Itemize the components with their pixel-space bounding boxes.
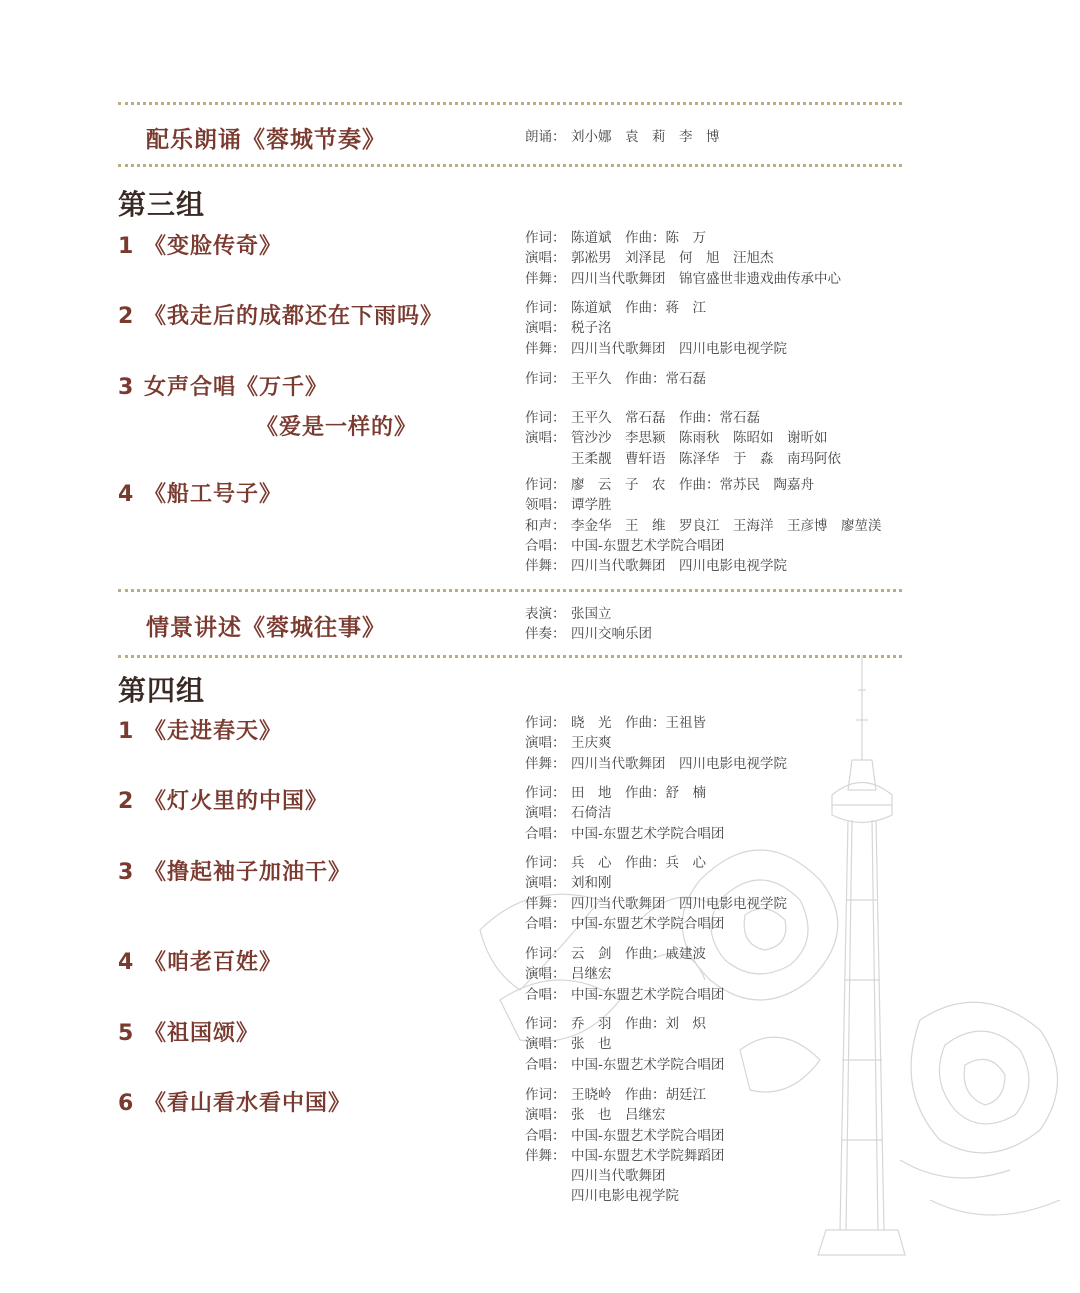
- credit-value: 中国-东盟艺术学院舞蹈团: [571, 1147, 725, 1164]
- credits-block: [525, 1014, 724, 1075]
- credit-row: [525, 269, 841, 289]
- credit-row: [525, 449, 841, 469]
- credit-label: 合唱：: [525, 1127, 566, 1144]
- credit-row: [525, 894, 787, 914]
- credit-value: 王平久 常石磊 作曲：常石磊: [571, 410, 760, 426]
- credit-row: [525, 803, 724, 823]
- credit-row: [525, 1186, 724, 1206]
- credit-label: 作词：: [525, 371, 566, 387]
- credit-value: 四川当代歌舞团 四川电影电视学院: [571, 755, 787, 772]
- song-title: [118, 855, 351, 886]
- credit-value: 王柔靓 曹轩语 陈泽华 于 淼 南玛阿依: [571, 450, 841, 467]
- credit-value: 张 也: [571, 1036, 612, 1053]
- credit-value: 中国-东盟艺术学院合唱团: [571, 537, 725, 554]
- credits-block: [525, 783, 724, 844]
- credit-value: 中国-东盟艺术学院合唱团: [571, 825, 725, 842]
- credit-value: 刘和刚: [571, 875, 612, 892]
- credit-label: 演唱：: [525, 430, 566, 447]
- credits-block: [525, 604, 652, 645]
- credit-label: 作词：: [525, 855, 566, 871]
- credit-value: 郭凇男 刘泽昆 何 旭 汪旭杰: [571, 250, 774, 267]
- song-number: 3: [118, 375, 135, 400]
- credit-row: [525, 1085, 724, 1105]
- credit-label: 表演：: [525, 606, 566, 622]
- credit-label: 作词：: [525, 477, 566, 493]
- credit-value: 王平久 作曲：常石磊: [571, 371, 706, 387]
- credit-value: 中国-东盟艺术学院合唱团: [571, 1056, 725, 1073]
- song-subtitle: 《爱是一样的》: [256, 415, 418, 440]
- song-name: 《撸起袖子加油干》: [144, 860, 352, 885]
- credits-block: [525, 713, 787, 774]
- song-title: [118, 784, 328, 815]
- credit-label: 合唱：: [525, 537, 566, 554]
- credit-value: 晓 光 作曲：王祖皆: [571, 715, 706, 731]
- credit-row: [525, 604, 652, 624]
- credit-row: [525, 1105, 724, 1125]
- credit-row: [525, 985, 724, 1005]
- dotted-divider: [118, 655, 902, 658]
- song-title: [118, 1016, 259, 1047]
- credit-row: [525, 1166, 724, 1186]
- song-title: [118, 945, 282, 976]
- credit-value: 税子洺: [571, 320, 612, 337]
- credit-label: 伴舞：: [525, 895, 566, 912]
- credit-value: 王庆爽: [571, 735, 612, 752]
- credit-row: [525, 914, 787, 934]
- credit-row: [525, 318, 787, 338]
- credit-value: 四川交响乐团: [571, 626, 652, 643]
- song-name: 《变脸传奇》: [144, 234, 283, 259]
- credit-row: [525, 369, 706, 389]
- song-number: 4: [118, 950, 135, 975]
- credit-row: [525, 475, 882, 495]
- song-title: [118, 229, 282, 260]
- credit-value: 吕继宏: [571, 966, 612, 983]
- credit-value: 四川当代歌舞团 四川电影电视学院: [571, 558, 787, 575]
- song-title: [118, 299, 443, 330]
- credit-row: [525, 408, 841, 428]
- credit-row: [525, 428, 841, 448]
- credits-block: [525, 228, 841, 289]
- credit-value: 乔 羽 作曲：刘 炽: [571, 1016, 706, 1032]
- credit-value: 张国立: [571, 606, 612, 622]
- credit-value: 四川当代歌舞团 锦官盛世非遗戏曲传承中心: [571, 270, 841, 287]
- credit-row: [525, 624, 652, 644]
- credit-row: [525, 754, 787, 774]
- credit-row: [525, 853, 787, 873]
- credit-label: 领唱：: [525, 497, 566, 514]
- credit-value: 管沙沙 李思颍 陈雨秋 陈昭如 谢昕如: [571, 430, 828, 447]
- credit-row: [525, 248, 841, 268]
- credit-value: 四川当代歌舞团: [571, 1168, 666, 1185]
- credits-block: [525, 408, 841, 469]
- dotted-divider: [118, 164, 902, 167]
- credit-value: 张 也 吕继宏: [571, 1107, 666, 1124]
- credit-label: 伴奏：: [525, 626, 566, 643]
- credit-row: [525, 733, 787, 753]
- credits-block: [525, 369, 706, 389]
- credit-label: 伴舞：: [525, 340, 566, 357]
- credits-block: [525, 475, 882, 576]
- credit-label: 演唱：: [525, 320, 566, 337]
- song-name: 《看山看水看中国》: [144, 1091, 352, 1116]
- credit-value: 刘小娜 袁 莉 李 博: [571, 129, 720, 145]
- credit-row: [525, 824, 724, 844]
- credit-value: 陈道斌 作曲：陈 万: [571, 230, 706, 246]
- credit-label: 作词：: [525, 230, 566, 246]
- song-name: 《我走后的成都还在下雨吗》: [144, 304, 444, 329]
- song-title: [118, 370, 328, 401]
- credit-row: [525, 228, 841, 248]
- credit-value: 四川当代歌舞团 四川电影电视学院: [571, 895, 787, 912]
- credit-label: 伴舞：: [525, 1147, 566, 1164]
- credit-value: 兵 心 作曲：兵 心: [571, 855, 706, 871]
- credit-label: 作词：: [525, 1016, 566, 1032]
- song-number: 2: [118, 304, 135, 329]
- song-number: 5: [118, 1021, 135, 1046]
- credit-row: [525, 536, 882, 556]
- credit-value: 云 剑 作曲：戚建波: [571, 946, 706, 962]
- song-number: 3: [118, 860, 135, 885]
- credit-label: 伴舞：: [525, 558, 566, 575]
- credit-label: 朗诵：: [525, 129, 566, 145]
- credit-label: 演唱：: [525, 1107, 566, 1124]
- credit-row: [525, 964, 724, 984]
- credit-label: 作词：: [525, 1087, 566, 1103]
- credit-label: 演唱：: [525, 250, 566, 267]
- song-name: 《灯火里的中国》: [144, 789, 329, 814]
- credit-row: [525, 783, 724, 803]
- song-number: 4: [118, 482, 135, 507]
- song-number: 1: [118, 719, 135, 744]
- interlude-title: 配乐朗诵《蓉城节奏》: [146, 127, 386, 153]
- credit-value: 廖 云 子 农 作曲：常苏民 陶嘉舟: [571, 477, 814, 493]
- credit-value: 中国-东盟艺术学院合唱团: [571, 915, 725, 932]
- dotted-divider: [118, 102, 902, 105]
- credit-value: 陈道斌 作曲：蒋 江: [571, 300, 706, 316]
- credit-row: [525, 1126, 724, 1146]
- credit-label: 和声：: [525, 517, 566, 534]
- credit-label: 作词：: [525, 715, 566, 731]
- group-title: 第四组: [118, 674, 206, 707]
- credit-row: [525, 127, 720, 147]
- credit-value: 谭学胜: [571, 497, 612, 514]
- credit-row: [525, 495, 882, 515]
- credit-row: [525, 713, 787, 733]
- credit-label: 合唱：: [525, 825, 566, 842]
- interlude-title: 情景讲述《蓉城往事》: [146, 615, 386, 641]
- credit-row: [525, 516, 882, 536]
- credit-row: [525, 339, 787, 359]
- credit-row: [525, 873, 787, 893]
- credit-row: [525, 944, 724, 964]
- dotted-divider: [118, 589, 902, 592]
- song-number: 2: [118, 789, 135, 814]
- credit-value: 中国-东盟艺术学院合唱团: [571, 1127, 725, 1144]
- credit-row: [525, 556, 882, 576]
- credit-value: 中国-东盟艺术学院合唱团: [571, 986, 725, 1003]
- credit-label: 作词：: [525, 300, 566, 316]
- credit-label: 作词：: [525, 785, 566, 801]
- credit-row: [525, 1055, 724, 1075]
- credit-label: 演唱：: [525, 805, 566, 822]
- song-name: 《走进春天》: [144, 719, 283, 744]
- credit-label: 伴舞：: [525, 270, 566, 287]
- credit-row: [525, 298, 787, 318]
- song-title: [118, 714, 282, 745]
- credit-value: 王晓岭 作曲：胡廷江: [571, 1087, 706, 1103]
- song-title: [118, 477, 282, 508]
- credit-label: 合唱：: [525, 1056, 566, 1073]
- credit-label: 作词：: [525, 410, 566, 426]
- song-number: 6: [118, 1091, 135, 1116]
- credit-row: [525, 1034, 724, 1054]
- credit-value: 四川电影电视学院: [571, 1188, 679, 1205]
- credit-label: 演唱：: [525, 735, 566, 752]
- credits-block: [525, 127, 720, 147]
- credit-row: [525, 1146, 724, 1166]
- credit-label: 作词：: [525, 946, 566, 962]
- song-name: 《祖国颂》: [144, 1021, 260, 1046]
- credit-label: 伴舞：: [525, 755, 566, 772]
- song-name: 女声合唱《万千》: [144, 375, 329, 400]
- credit-value: 四川当代歌舞团 四川电影电视学院: [571, 340, 787, 357]
- credit-value: 田 地 作曲：舒 楠: [571, 785, 706, 801]
- group-title: 第三组: [118, 188, 206, 221]
- credits-block: [525, 298, 787, 359]
- credit-value: 李金华 王 维 罗良江 王海洋 王彦博 廖堃渼: [571, 517, 882, 534]
- credits-block: [525, 1085, 724, 1207]
- song-name: 《船工号子》: [144, 482, 283, 507]
- song-title: [118, 1086, 351, 1117]
- credit-label: 演唱：: [525, 966, 566, 983]
- credit-label: 合唱：: [525, 915, 566, 932]
- song-number: 1: [118, 234, 135, 259]
- credit-label: 合唱：: [525, 986, 566, 1003]
- credit-value: 石倚洁: [571, 805, 612, 822]
- credit-label: 演唱：: [525, 1036, 566, 1053]
- credit-label: 演唱：: [525, 875, 566, 892]
- credits-block: [525, 853, 787, 934]
- song-name: 《咱老百姓》: [144, 950, 283, 975]
- credits-block: [525, 944, 724, 1005]
- credit-row: [525, 1014, 724, 1034]
